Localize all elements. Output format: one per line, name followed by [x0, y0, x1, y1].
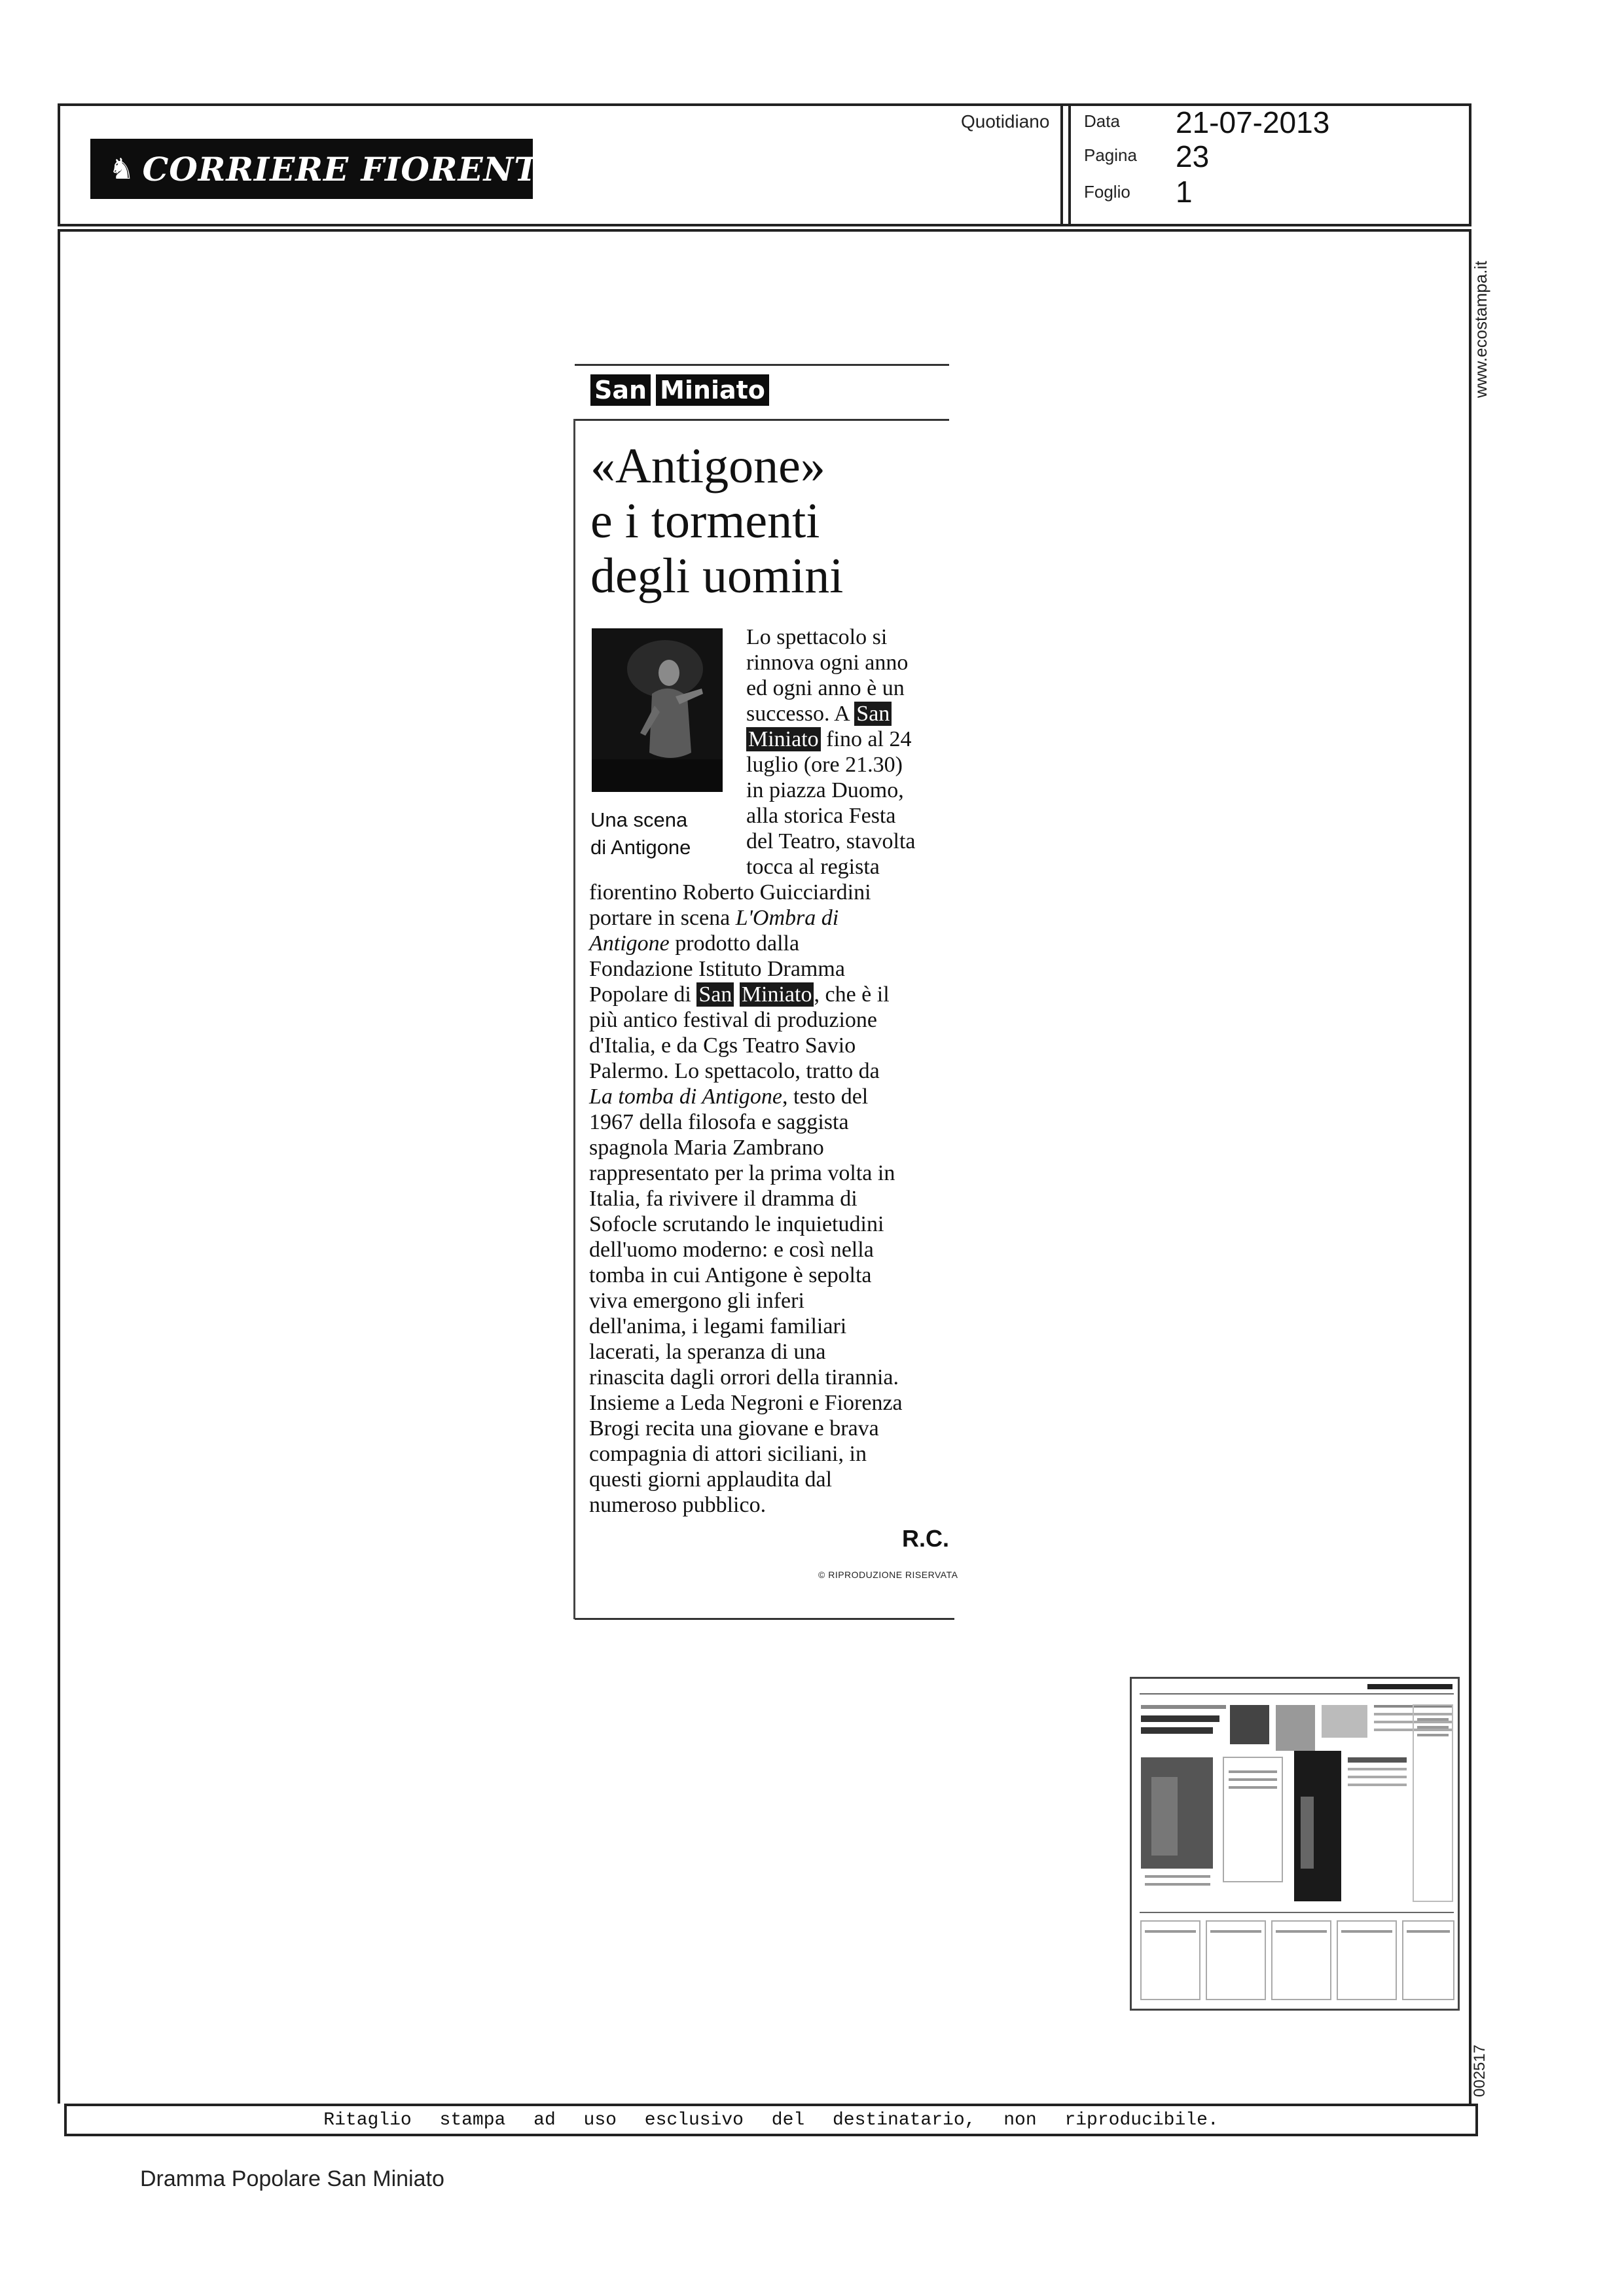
body-line: dell'anima, i legami familiari — [589, 1314, 847, 1338]
highlight-san: San — [854, 702, 892, 726]
masthead-emblem-icon: ♞ — [109, 152, 135, 186]
work-title: La tomba di Antigone — [589, 1085, 782, 1109]
body-line — [589, 931, 903, 956]
body-line: viva emergono gli inferi — [589, 1289, 804, 1313]
body-line: rinnova ogni anno — [746, 651, 909, 675]
footer-source: Dramma Popolare San Miniato — [140, 2166, 444, 2191]
body-line: fiorentino Roberto Guicciardini — [589, 880, 871, 905]
article-left-edge — [573, 419, 575, 1619]
body-line: lacerati, la speranza di una — [589, 1340, 826, 1364]
meta-value-date: 21-07-2013 — [1176, 105, 1330, 139]
meta-label-page: Pagina — [1084, 145, 1137, 165]
body-line: Sofocle scrutando le inquietudini — [589, 1212, 884, 1236]
article-signature: R.C. — [902, 1525, 949, 1552]
vertical-code-text: 002517 — [1471, 2044, 1489, 2097]
body-line: spagnola Maria Zambrano — [589, 1136, 824, 1160]
body-line: questi giorni applaudita dal — [589, 1467, 833, 1492]
meta-value-page: 23 — [1176, 139, 1210, 173]
highlight-san: San — [696, 982, 734, 1007]
highlight-miniato: Miniato — [740, 982, 814, 1007]
article-body-full-width — [589, 880, 903, 1518]
body-line — [589, 982, 903, 1007]
body-text-segment: , che è il — [814, 982, 890, 1007]
body-line: più antico festival di produzione — [589, 1008, 877, 1032]
work-title: L'Ombra di — [735, 906, 839, 930]
article-body-column-right — [746, 624, 916, 880]
body-line: tomba in cui Antigone è sepolta — [589, 1263, 872, 1287]
meta-value-sheet: 1 — [1176, 175, 1193, 209]
vertical-url — [1471, 254, 1497, 398]
body-line: Brogi recita una giovane e brava — [589, 1416, 879, 1441]
body-line: rappresentato per la prima volta in — [589, 1161, 895, 1185]
vertical-url-text: www.ecostampa.it — [1471, 260, 1490, 398]
body-line — [746, 701, 916, 726]
article-section-rule — [575, 419, 949, 421]
body-line: rinascita dagli orrori della tirannia. — [589, 1365, 899, 1390]
article-photo — [592, 628, 723, 792]
body-text-segment: Popolare di — [589, 982, 691, 1007]
body-line: Fondazione Istituto Dramma — [589, 957, 845, 981]
body-line: Italia, fa rivivere il dramma di — [589, 1187, 857, 1211]
vertical-code — [1471, 2034, 1497, 2100]
header-divider — [1068, 103, 1071, 226]
body-line — [589, 1084, 903, 1109]
body-text-segment: fino al 24 — [826, 727, 912, 751]
body-line: ed ogni anno è un — [746, 676, 905, 700]
section-tag-miniato: Miniato — [656, 374, 769, 406]
body-line: Lo spettacolo si — [746, 625, 888, 649]
body-line: luglio (ore 21.30) — [746, 753, 903, 777]
work-title: Antigone — [589, 931, 670, 956]
body-line: numeroso pubblico. — [589, 1493, 767, 1517]
body-text-segment: prodotto dalla — [669, 931, 800, 956]
header-divider — [1060, 103, 1063, 226]
body-line: del Teatro, stavolta — [746, 829, 916, 853]
body-line: Insieme a Leda Negroni e Fiorenza — [589, 1391, 903, 1415]
headline-line: «Antigone» — [590, 439, 825, 493]
masthead-logo — [90, 139, 615, 199]
meta-label-date: Data — [1084, 111, 1120, 131]
body-text-segment: , testo del — [782, 1085, 869, 1109]
page-thumbnail — [1130, 1677, 1460, 2011]
headline-line: degli uomini — [590, 548, 844, 603]
masthead-title: CORRIERE FIORENTINO — [142, 149, 615, 188]
caption-line: Una scena — [590, 808, 688, 831]
article-headline — [590, 439, 944, 603]
section-tags — [590, 374, 769, 406]
body-line: tocca al regista — [746, 855, 880, 879]
page-thumbnail-graphic — [1132, 1679, 1460, 2011]
headline-line: e i tormenti — [590, 493, 820, 548]
article-bottom-rule — [575, 1618, 954, 1620]
highlight-miniato: Miniato — [746, 727, 821, 751]
body-line: 1967 della filosofa e saggista — [589, 1110, 849, 1134]
body-line — [746, 726, 916, 752]
body-line: d'Italia, e da Cgs Teatro Savio — [589, 1033, 856, 1058]
section-tag-san: San — [590, 374, 651, 406]
caption-line: di Antigone — [590, 836, 691, 859]
publication-type: Quotidiano — [961, 111, 1050, 132]
photo-caption — [590, 806, 748, 861]
body-line — [589, 905, 903, 931]
body-line: Palermo. Lo spettacolo, tratto da — [589, 1059, 880, 1083]
body-text-segment: portare in scena — [589, 906, 731, 930]
article-top-rule — [575, 364, 949, 366]
disclaimer-text: Ritaglio stampa ad uso esclusivo del destinatario, non riproducibile. — [323, 2109, 1219, 2130]
body-line: dell'uomo moderno: e così nella — [589, 1238, 874, 1262]
meta-label-sheet: Foglio — [1084, 182, 1130, 202]
body-text-segment: successo. A — [746, 702, 849, 726]
body-line: alla storica Festa — [746, 804, 896, 828]
body-line: compagnia di attori siciliani, in — [589, 1442, 867, 1466]
copyright-notice: © RIPRODUZIONE RISERVATA — [818, 1570, 958, 1580]
body-line: in piazza Duomo, — [746, 778, 904, 802]
stage-photo-graphic — [592, 628, 723, 792]
